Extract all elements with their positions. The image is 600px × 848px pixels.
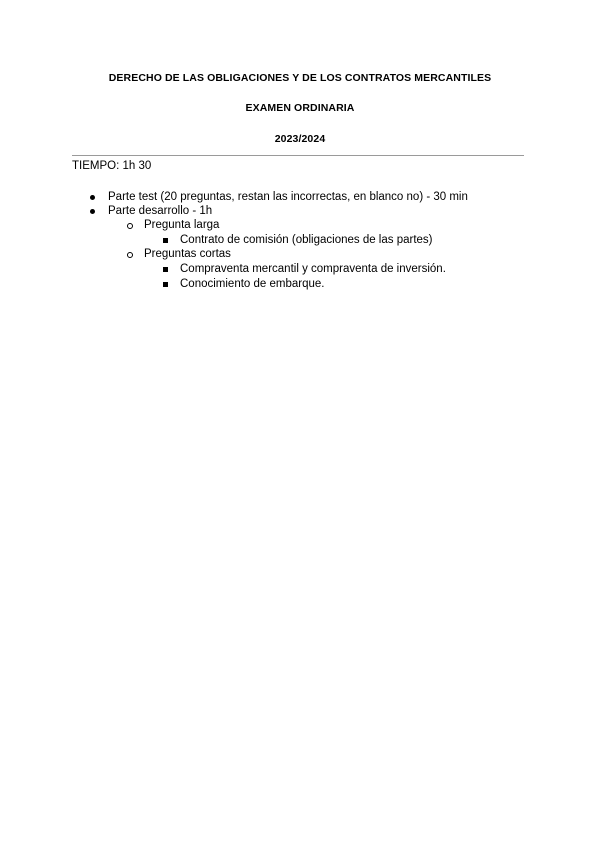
exam-time: TIEMPO: 1h 30: [72, 160, 152, 172]
bullet-disc-icon: [90, 209, 95, 214]
document-subheading: EXAMEN ORDINARIA: [245, 102, 355, 114]
outline-item-development: Parte desarrollo - 1h: [108, 205, 213, 217]
bullet-circle-icon: [127, 223, 133, 229]
document-year: 2023/2024: [274, 133, 326, 145]
bullet-circle-icon: [127, 252, 133, 258]
outline-item-short-topic-2: Conocimiento de embarque.: [180, 278, 325, 290]
bullet-square-icon: [163, 282, 168, 287]
outline-item-long-question: Pregunta larga: [144, 219, 220, 231]
outline-item-test: Parte test (20 preguntas, restan las incorrectas, en blanco no) - 30 min: [108, 191, 468, 203]
bullet-disc-icon: [90, 195, 95, 200]
bullet-square-icon: [163, 267, 168, 272]
horizontal-divider: [72, 155, 524, 156]
outline-item-short-topic-1: Compraventa mercantil y compraventa de inversión.: [180, 263, 446, 275]
bullet-square-icon: [163, 238, 168, 243]
outline-item-long-question-topic: Contrato de comisión (obligaciones de las partes): [180, 234, 433, 246]
document-heading: DERECHO DE LAS OBLIGACIONES Y DE LOS CONTRATOS MERCANTILES: [108, 72, 492, 84]
outline-item-short-questions: Preguntas cortas: [144, 248, 231, 260]
